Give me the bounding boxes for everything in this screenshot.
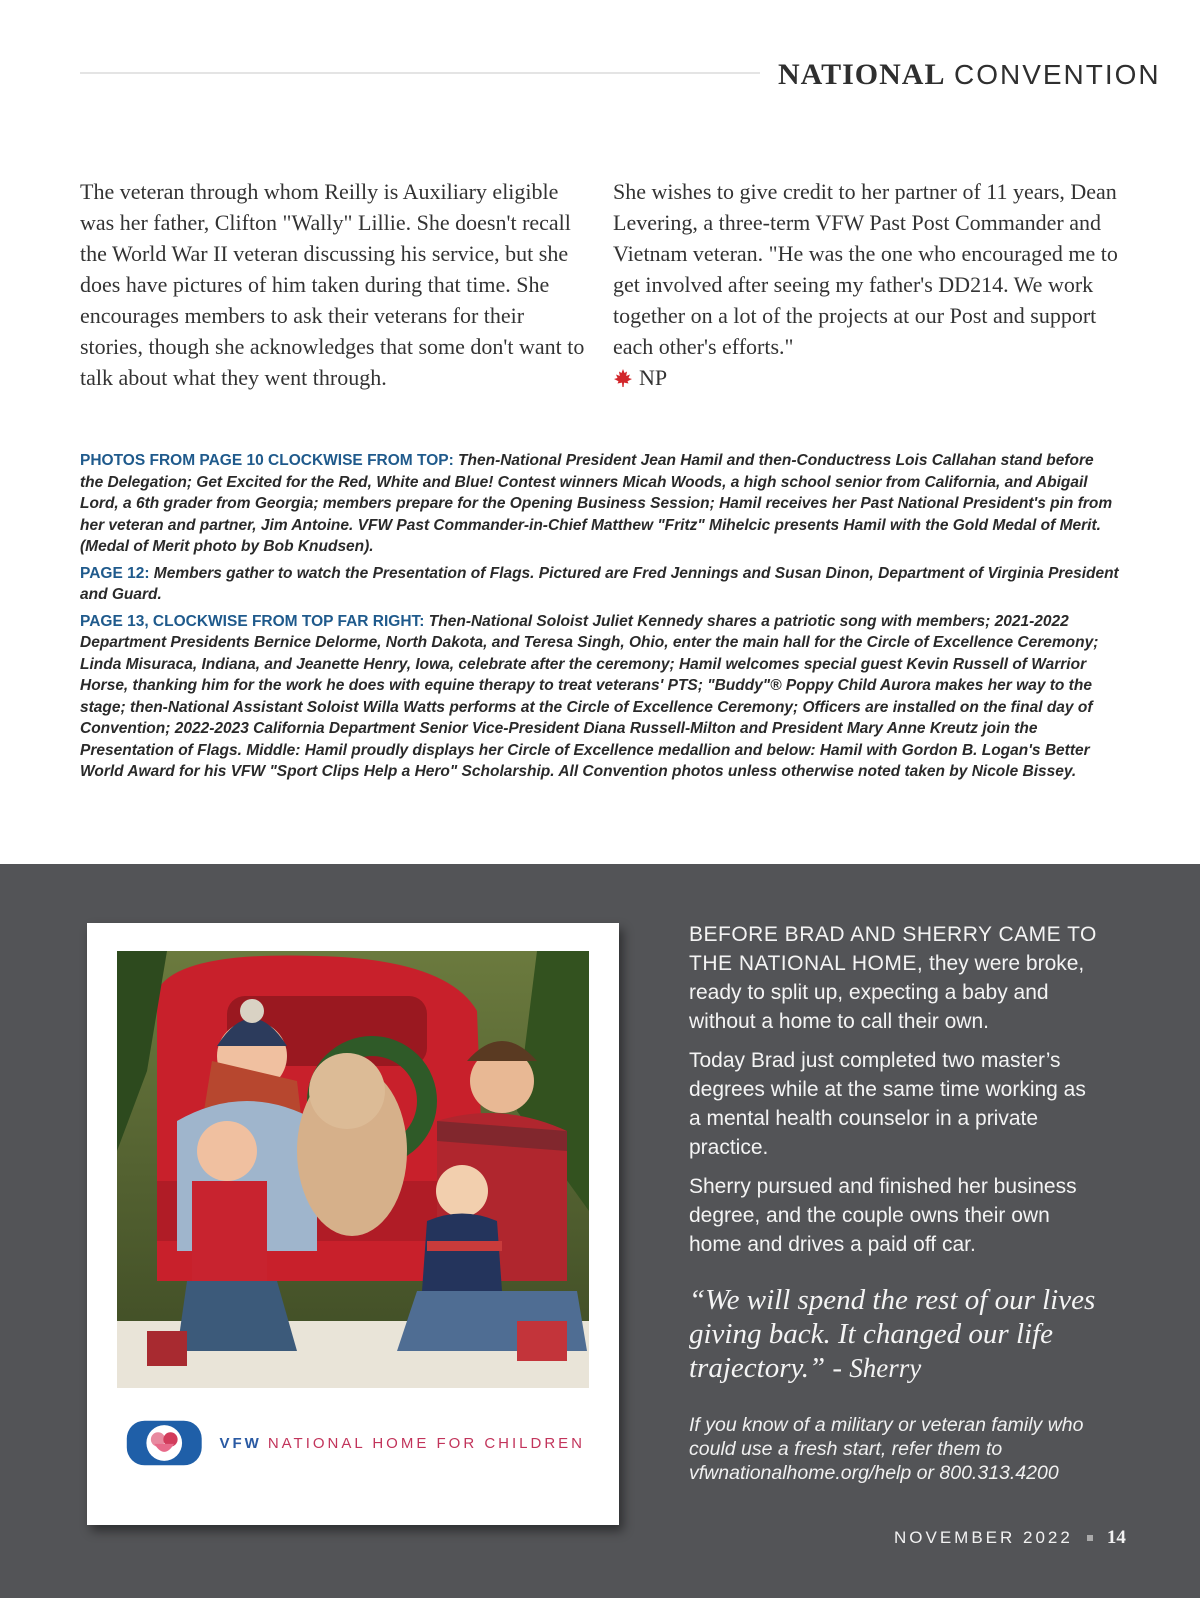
caption-lead: PAGE 12: [80, 564, 150, 582]
article-column-left [80, 176, 592, 393]
photo-captions [80, 450, 1120, 788]
quote-text: “We will spend the rest of our lives giving back. It changed our life trajectory.” - [689, 1284, 1096, 1384]
maple-leaf-icon [613, 368, 633, 388]
caption-page-12 [80, 563, 1120, 606]
promo-lead-caps: BEFORE BRAD AND SHERRY CAME TO THE NATIONAL HOME, [689, 923, 1097, 975]
family-photo-card [87, 923, 619, 1525]
section-header-bold: NATIONAL [778, 58, 946, 91]
article-paragraph-right: She wishes to give credit to her partner of 11 years, Dean Levering, a three-term VFW Past Post Commander and Vietnam veteran. "He was the one who encouraged me to get involved after seeing my father's DD214. We work together on a lot of the projects at our Post and support each other's efforts." [613, 179, 1118, 359]
page-footer [894, 1527, 1126, 1549]
logo-vfw: VFW [219, 1434, 262, 1452]
vfw-national-home-logo [125, 1413, 585, 1473]
section-header [778, 58, 1161, 92]
header-rule [80, 72, 760, 74]
page-number: 14 [1106, 1527, 1126, 1548]
quote-signature: Sherry [849, 1353, 922, 1383]
caption-text: Members gather to watch the Presentation of Flags. Pictured are Fred Jennings and Susan Dinon, Department of Virginia President and Guard. [80, 564, 1119, 603]
promo-lead-rest: they were broke, ready to split up, expecting a baby and without a home to call their own. [689, 952, 1085, 1033]
footer-separator [1087, 1535, 1093, 1541]
logo-wordmark [219, 1435, 585, 1452]
caption-lead: PAGE 13, CLOCKWISE FROM TOP FAR RIGHT: [80, 612, 425, 630]
caption-text: Then-National President Jean Hamil and then-Conductress Lois Callahan stand before the Delegation; Get Excited for the Red, White and Blue! Contest winners Micah Woods, a high school senior from California, and Abigail Lord, a 6th grader from Georgia; members prepare for the Opening Business Session; Hamil receives her Past National President's pin from her veteran and partner, Jim Antoine. VFW Past Commander-in-Chief Matthew "Fritz" Mihelcic presents Hamil with the Gold Medal of Merit.(Medal of Merit photo by Bob Knudsen). [80, 452, 1113, 555]
article-column-right [613, 176, 1133, 396]
promo-paragraph-3: Sherry pursued and finished her business degree, and the couple owns their own home and drives a paid off car. [689, 1175, 1077, 1256]
family-photo [117, 951, 589, 1388]
caption-page-10 [80, 450, 1120, 558]
section-header-light: CONVENTION [953, 59, 1161, 90]
article-paragraph-left: The veteran through whom Reilly is Auxiliary eligible was her father, Clifton "Wally" Lillie. She doesn't recall the World War II veteran discussing his service, but she does have pictures of him taken during that time. She encourages members to ask their veterans for their stories, though she acknowledges that some don't want to talk about what they went through. [80, 179, 585, 390]
article-end-mark [613, 362, 667, 393]
referral-note: If you know of a military or veteran family who could use a fresh start, refer them to vfwnationalhome.org/help or 800.313.4200 [689, 1414, 1084, 1484]
logo-name: NATIONAL HOME FOR CHILDREN [267, 1434, 585, 1452]
promo-paragraph-2: Today Brad just completed two master’s degrees while at the same time working as a mental health counselor in a private practice. [689, 1049, 1086, 1159]
promo-story [689, 920, 1099, 1269]
caption-lead: PHOTOS FROM PAGE 10 CLOCKWISE FROM TOP: [80, 452, 454, 469]
caption-text: Then-National Soloist Juliet Kennedy shares a patriotic song with members; 2021-2022 Department Presidents Bernice Delorme, North Dakota, and Teresa Singh, Ohio, enter the main hall for the Circle of Excellence Ceremony; Linda Misuraca, Indiana, and Jeanette Henry, Iowa, celebrate after the ceremony; Hamil welcomes special guest Kevin Russell of Warrior Horse, thanking him for the work he does with equine therapy to treat veterans' PTS; "Buddy"® Poppy Child Aurora makes her way to the stage; then-National Assistant Soloist Willa Watts performs at the Circle of Excellence Ceremony; Officers are installed on the final day of Convention; 2022-2023 California Department Senior Vice-President Diana Russell-Milton and President Mary Anne Kreutz join the Presentation of Flags. Middle: Hamil proudly displays her Circle of Excellence medallion and below: Hamil with Gordon B. Logan's Better World Award for his VFW "Sport Clips Help a Hero" Scholarship. All Convention photos unless otherwise noted taken by Nicole Bissey. [80, 612, 1099, 780]
family-photo-illustration [117, 951, 589, 1388]
promo-paragraph-1 [689, 920, 1099, 1036]
heart-flower-logo-icon [125, 1414, 203, 1472]
issue-date: NOVEMBER 2022 [894, 1528, 1073, 1547]
end-mark-initials: NP [639, 365, 668, 390]
caption-page-13 [80, 611, 1120, 783]
testimonial-quote [689, 1283, 1109, 1385]
